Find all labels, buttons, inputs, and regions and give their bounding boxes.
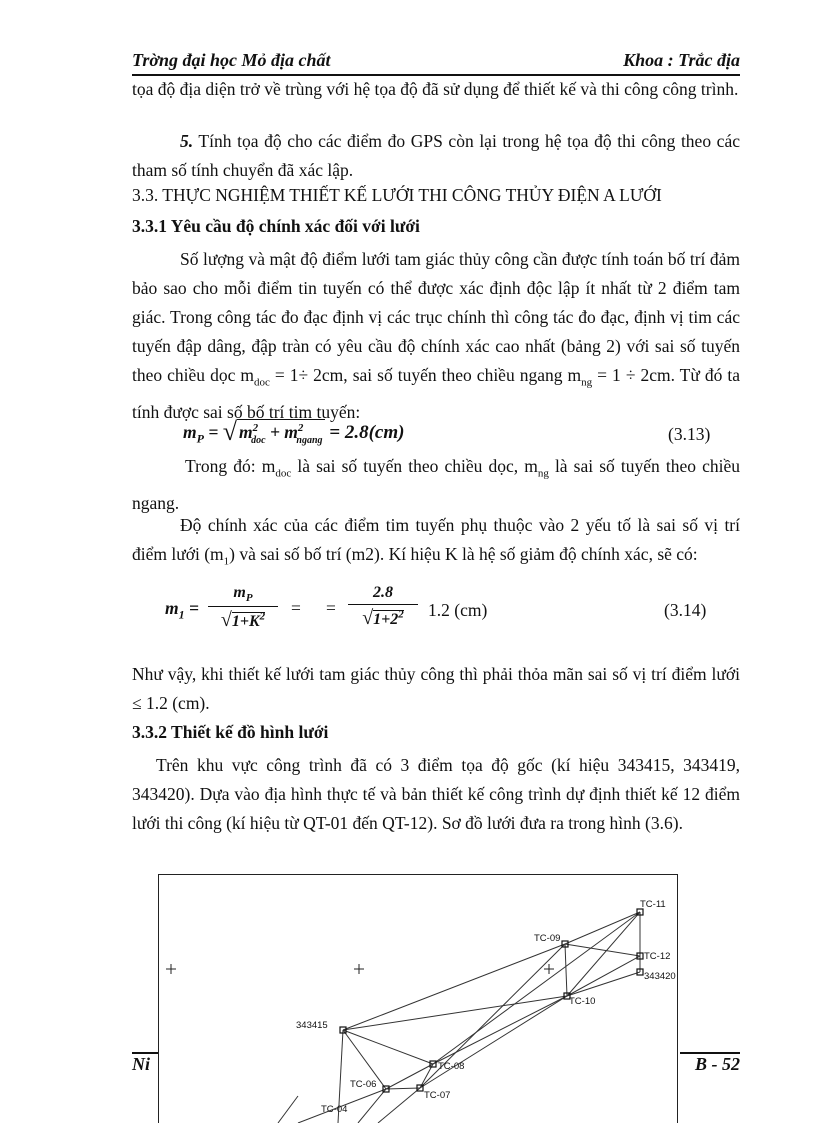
eq-lhs-sub: 1	[178, 607, 185, 622]
subscript: ng	[581, 376, 593, 389]
label-tc-06: TC-06	[350, 1079, 377, 1090]
paragraph-where	[132, 452, 740, 518]
num-m: m	[233, 584, 246, 601]
subscript: ng	[537, 467, 549, 480]
text: = 1÷ 2cm, sai số tuyến theo chiều ngang m	[269, 365, 582, 385]
step-text: Tính tọa độ cho các điểm đo GPS còn lại trong hệ tọa độ thi công theo các tham số tính chuyển đã xác lập.	[132, 131, 740, 180]
header-faculty: Khoa : Trắc địa	[623, 50, 740, 70]
den-sup: 2	[259, 610, 266, 623]
eq-result: = 2.8(cm)	[324, 422, 405, 443]
fraction-2	[348, 584, 418, 630]
fraction-1	[208, 584, 278, 632]
term: + m	[265, 422, 298, 442]
eq-equals: =	[203, 422, 223, 442]
term: m	[238, 422, 253, 442]
label-tc-10: TC-10	[569, 996, 596, 1007]
figure-frame	[159, 875, 678, 1123]
label-343420: 343420	[644, 971, 676, 982]
paragraph-conclusion: Như vậy, khi thiết kế lưới tam giác thủy công thì phải thỏa mãn sai số vị trí điểm lưới ≤ 1.2 (cm).	[132, 664, 740, 713]
subscript: doc	[275, 467, 292, 480]
paragraph-step-5	[132, 127, 740, 185]
label-343415: 343415	[296, 1020, 328, 1031]
den-text: 1+K	[231, 613, 260, 631]
header-university: Trờng đại học Mỏ địa chất	[132, 50, 331, 70]
eq-lhs: m	[183, 422, 197, 442]
paragraph-factors	[132, 511, 740, 577]
equation-3-14-lhs: $m_1$ =	[165, 598, 199, 622]
label-tc-09: TC-09	[534, 933, 561, 944]
equals-a: =	[291, 598, 301, 618]
sub: doc	[251, 434, 266, 446]
label-tc-07: TC-07	[424, 1090, 451, 1101]
text: là sai số tuyến theo chiều dọc, m	[291, 456, 538, 476]
text: Số lượng và mật độ điểm lưới tam giác thủy công cần được tính toán bố trí đảm bảo sao cho mỗi điểm tin tuyến có thể được xác định độc lập ít nhất từ 2 điểm tam giác. Trong công tác đo đạc định vị các trục chính thì công tác đo đạc, định vị tim các tuyến đập dâng, đập tràn có yêu cầu độ chính xác cao nhất (bảng 2) với sai số tuyến theo chiều dọc m	[132, 249, 740, 385]
num-sub: P	[245, 592, 253, 605]
fraction-denominator: $√1+K^2$	[220, 609, 266, 632]
den-text: 1+2	[373, 611, 399, 628]
sqrt-radicand	[237, 419, 325, 446]
footer-left-text: Ni	[132, 1054, 150, 1074]
label-tc-11: TC-11	[640, 899, 666, 910]
fraction-numerator: 2.8	[348, 584, 418, 605]
paragraph-accuracy	[132, 245, 740, 427]
sup: 2	[252, 422, 259, 435]
label-tc-12: TC-12	[644, 951, 671, 962]
text: Trong đó: m	[185, 456, 276, 476]
eq-lhs: m	[165, 598, 179, 618]
step-number: 5.	[180, 131, 194, 151]
footer-right	[680, 1052, 740, 1080]
paragraph-network-design: Trên khu vực công trình đã có 3 điểm tọa độ gốc (kí hiệu 343415, 343419, 343420). Dựa vào địa hình thực tế và bản thiết kế công trình dự định thiết kế 12 điểm lưới thi công (kí hiệu từ QT-01 đến QT-12). Sơ đồ lưới đưa ra trong hình (3.6).	[132, 755, 740, 833]
sqrt-symbol: √	[222, 417, 237, 446]
eq-lhs-sub: P	[196, 431, 204, 446]
equation-number-3-13: (3.13)	[668, 424, 711, 444]
text: ) và sai số bố trí (m2). Kí hiệu K là hệ số giảm độ chính xác, sẽ có:	[229, 544, 698, 564]
subscript: doc	[253, 376, 270, 389]
footer-left	[132, 1052, 158, 1080]
text: = 1 ÷ 2cm. Từ đó ta tính được sai số bố trí tim tuyến:	[132, 365, 741, 422]
subscript: 1	[223, 555, 230, 568]
label-tc-08: TC-08	[438, 1061, 465, 1072]
den-sup: 2	[398, 608, 404, 621]
equation-number-3-14: (3.14)	[664, 600, 707, 620]
subsection-title-design: 3.3.2 Thiết kế đồ hình lưới	[132, 722, 329, 742]
network-diagram	[158, 874, 678, 1123]
sub: ngang	[296, 434, 323, 446]
page-number: B - 52	[695, 1054, 740, 1074]
fraction-denominator: $√1+2^2$	[362, 607, 404, 629]
text: là sai số tuyến theo chiều ngang.	[132, 456, 740, 513]
text: Độ chính xác của các điểm tim tuyến phụ thuộc vào 2 yếu tố là sai số vị trí điểm lưới (m	[132, 515, 740, 564]
fraction-numerator	[208, 584, 278, 607]
grid-crosses	[166, 964, 554, 974]
paragraph-intro: tọa độ địa diện trở về trùng với hệ tọa độ đã sử dụng để thiết kế và thi công công trình.	[132, 79, 739, 99]
subsection-title-accuracy: 3.3.1 Yêu cầu độ chính xác đối với lưới	[132, 216, 420, 236]
equals-b: =	[326, 598, 336, 618]
network-lines	[278, 912, 640, 1123]
network-diagram-figure	[158, 874, 678, 1123]
sup: 2	[297, 422, 304, 435]
label-tc-04: TC-04	[321, 1104, 348, 1115]
equation-3-13	[183, 415, 404, 447]
network-points	[340, 909, 643, 1092]
section-title: 3.3. THỰC NGHIỆM THIẾT KẾ LƯỚI THI CÔNG THỦY ĐIỆN A LƯỚI	[132, 185, 662, 205]
equation-value: 1.2 (cm)	[428, 600, 488, 620]
page-header	[132, 48, 740, 76]
